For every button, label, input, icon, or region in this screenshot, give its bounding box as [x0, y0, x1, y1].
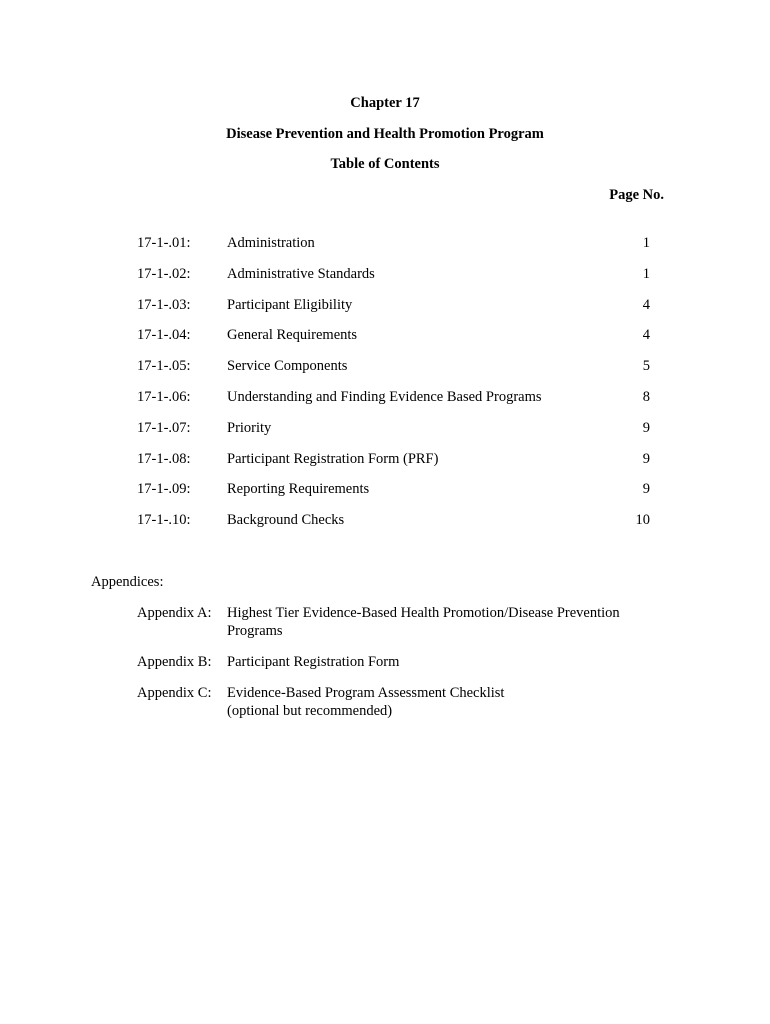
appendix-title — [227, 653, 657, 671]
appendix-title-line: Evidence-Based Program Assessment Checklist — [227, 685, 505, 701]
appendix-title — [227, 684, 657, 720]
appendix-title-line: (optional but recommended) — [227, 703, 393, 719]
toc-section-title: Priority — [227, 419, 272, 436]
appendix-label: Appendix C: — [137, 685, 212, 701]
toc-page-number: 4 — [642, 327, 650, 344]
appendix-label: Appendix A: — [137, 605, 212, 621]
appendix-title-line: Highest Tier Evidence-Based Health Promotion/Disease Prevention — [227, 605, 620, 621]
toc-section-title: General Requirements — [227, 327, 358, 344]
toc-row — [0, 480, 770, 511]
toc-section-title: Background Checks — [227, 512, 345, 529]
toc-section-title: Administration — [227, 235, 315, 251]
toc-section-number: 17-1-.05: — [137, 358, 191, 375]
appendix-list — [0, 604, 770, 733]
toc-row — [0, 419, 770, 450]
toc-section-number: 17-1-.01: — [137, 235, 191, 251]
toc-row — [0, 450, 770, 481]
toc-page-number: 9 — [642, 450, 650, 467]
appendix-item — [0, 604, 770, 640]
toc-row — [0, 265, 770, 296]
toc-page-number: 1 — [642, 265, 650, 282]
appendix-title — [227, 604, 657, 640]
chapter-heading: Chapter 17 — [350, 95, 420, 111]
toc-section-title: Administrative Standards — [227, 265, 375, 282]
toc-page-number: 10 — [635, 512, 650, 529]
appendix-title-line: Programs — [227, 623, 283, 639]
toc-section-number: 17-1-.06: — [137, 388, 191, 405]
toc-section-number: 17-1-.04: — [137, 327, 191, 344]
toc-section-number: 17-1-.07: — [137, 419, 191, 436]
toc-section-number: 17-1-.09: — [137, 481, 191, 498]
toc-row — [0, 234, 770, 265]
toc-section-title: Participant Eligibility — [227, 296, 353, 313]
toc-page-number: 9 — [642, 481, 650, 498]
appendix-label: Appendix B: — [137, 654, 212, 670]
toc-page-number: 5 — [642, 358, 650, 375]
toc-page-number: 8 — [642, 388, 650, 405]
toc-row — [0, 357, 770, 388]
toc-row — [0, 296, 770, 327]
appendix-title-line: Participant Registration Form — [227, 654, 400, 670]
toc-page-number: 1 — [642, 235, 650, 251]
toc-section-number: 17-1-.08: — [137, 450, 191, 467]
appendix-item — [0, 653, 770, 671]
page-number-column-header: Page No. — [609, 187, 664, 203]
toc-row — [0, 511, 770, 542]
toc-page-number: 4 — [642, 296, 650, 313]
toc-section-title: Reporting Requirements — [227, 481, 370, 498]
appendix-item — [0, 684, 770, 720]
toc-section-title: Understanding and Finding Evidence Based Programs — [227, 388, 542, 405]
toc-page-number: 9 — [642, 419, 650, 436]
appendices-heading: Appendices: — [91, 574, 164, 590]
toc-section-number: 17-1-.10: — [137, 512, 191, 529]
toc-section-title: Service Components — [227, 358, 348, 375]
toc-section-title: Participant Registration Form (PRF) — [227, 450, 439, 467]
toc-section-number: 17-1-.03: — [137, 296, 191, 313]
toc-section-number: 17-1-.02: — [137, 265, 191, 282]
table-of-contents-heading: Table of Contents — [330, 156, 440, 172]
document-title: Disease Prevention and Health Promotion Program — [226, 126, 544, 142]
toc-row — [0, 388, 770, 419]
toc-list — [0, 234, 770, 542]
toc-row — [0, 326, 770, 357]
